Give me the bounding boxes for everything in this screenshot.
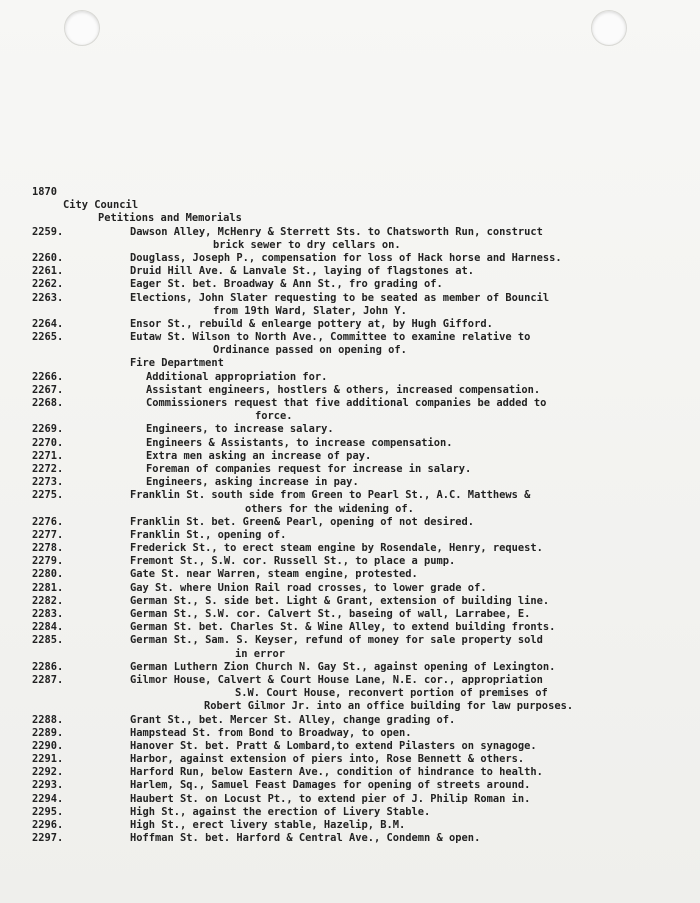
entry-number: 2266. (32, 370, 64, 383)
entry-text: Dawson Alley, McHenry & Sterrett Sts. to Chatsworth Run, construct (130, 225, 543, 238)
entry-text: Ensor St., rebuild & enlearge pottery at, by Hugh Gifford. (130, 317, 493, 330)
entry-text: Assistant engineers, hostlers & others, increased compensation. (146, 383, 541, 396)
entry-text: Fremont St., S.W. cor. Russell St., to place a pump. (130, 555, 456, 568)
list-item (32, 331, 698, 344)
entry-list-fire (32, 371, 698, 490)
entry-text: Engineers & Assistants, to increase compensation. (146, 436, 453, 449)
list-item (32, 371, 698, 384)
entry-text: Gate St. near Warren, steam engine, protested. (130, 568, 418, 581)
entry-number: 2265. (32, 331, 64, 344)
entry-text: Harlem, Sq., Samuel Feast Damages for opening of streets around. (130, 779, 531, 792)
list-item (32, 450, 698, 463)
entry-text: Engineers, asking increase in pay. (146, 476, 359, 489)
subsection-heading: Fire Department (130, 357, 224, 370)
entry-text: Druid Hill Ave. & Lanvale St., laying of flagstones at. (130, 265, 475, 278)
list-item (32, 265, 698, 278)
entry-continuation: others for the widening of. (245, 502, 414, 515)
entry-number: 2276. (32, 515, 64, 528)
entry-continuation: brick sewer to dry cellars on. (213, 238, 401, 251)
entry-number: 2275. (32, 489, 64, 502)
entry-number: 2271. (32, 449, 64, 462)
list-item (32, 568, 698, 581)
entry-text: Engineers, to increase salary. (146, 423, 334, 436)
punch-hole (591, 10, 627, 46)
entry-text: German St., Sam. S. Keyser, refund of money for sale property sold (130, 634, 543, 647)
entry-text: Foreman of companies request for increase in salary. (146, 462, 472, 475)
entry-number: 2289. (32, 726, 64, 739)
entry-list (32, 226, 698, 358)
entry-text: Franklin St., opening of. (130, 528, 287, 541)
entry-number: 2282. (32, 594, 64, 607)
entry-number: 2278. (32, 542, 64, 555)
list-item (32, 476, 698, 489)
list-item (32, 437, 698, 450)
entry-text: German Luthern Zion Church N. Gay St., against opening of Lexington. (130, 660, 556, 673)
entry-number: 2287. (32, 673, 64, 686)
entry-text: High St., erect livery stable, Hazelip, B.M. (130, 819, 406, 831)
entry-text: Harbor, against extension of piers into, Rose Bennett & others. (130, 753, 525, 766)
list-item (32, 793, 698, 806)
entry-text: German St., S. side bet. Light & Grant, extension of building line. (130, 594, 550, 607)
list-item (32, 318, 698, 331)
entry-text: Harford Run, below Eastern Ave., condition of hindrance to health. (130, 766, 543, 779)
list-item (32, 292, 698, 305)
entry-text: Haubert St. on Locust Pt., to extend pier of J. Philip Roman in. (130, 792, 531, 805)
list-item (32, 516, 698, 529)
entry-text: Hampstead St. from Bond to Broadway, to open. (130, 726, 412, 739)
entry-number: 2272. (32, 462, 64, 475)
entry-text: Extra men asking an increase of pay. (146, 449, 372, 462)
entry-continuation: S.W. Court House, reconvert portion of premises of (235, 687, 548, 700)
entry-text: German St. bet. Charles St. & Wine Alley, to extend building fronts. (130, 621, 556, 634)
list-item (32, 278, 698, 291)
entry-list (32, 489, 698, 845)
entry-number: 2297. (32, 832, 64, 845)
entry-text: Franklin St. south side from Green to Pearl St., A.C. Matthews & (130, 489, 531, 502)
list-item (32, 608, 698, 621)
entry-text: Franklin St. bet. Green& Pearl, opening of not desired. (130, 515, 475, 528)
list-item (32, 555, 698, 568)
list-item (32, 674, 698, 687)
list-item (32, 779, 698, 792)
entry-continuation: Robert Gilmor Jr. into an office building for law purposes. (204, 700, 574, 713)
list-item (32, 226, 698, 239)
entry-text: High St., against the erection of Livery Stable. (130, 805, 431, 818)
entry-text: Eutaw St. Wilson to North Ave., Committee to examine relative to (130, 331, 531, 344)
list-item (32, 727, 698, 740)
entry-text: Douglass, Joseph P., compensation for loss of Hack horse and Harness. (130, 251, 562, 264)
entry-number: 2270. (32, 436, 64, 449)
list-item (32, 634, 698, 647)
entry-text: Additional appropriation for. (146, 370, 328, 383)
entry-number: 2261. (32, 265, 64, 278)
list-item (32, 714, 698, 727)
entry-text: Hanover St. bet. Pratt & Lombard,to extend Pilasters on synagoge. (130, 739, 537, 752)
list-item (32, 595, 698, 608)
entry-text: Gay St. where Union Rail road crosses, to lower grade of. (130, 581, 487, 594)
entry-number: 2281. (32, 581, 64, 594)
punch-hole (64, 10, 100, 46)
entry-continuation: Ordinance passed on opening of. (213, 344, 407, 357)
document-body (32, 186, 698, 845)
list-item (32, 542, 698, 555)
list-item (32, 252, 698, 265)
body-heading: City Council (63, 199, 139, 212)
list-item (32, 832, 698, 845)
list-item (32, 384, 698, 397)
entry-number: 2284. (32, 621, 64, 634)
entry-number: 2296. (32, 819, 64, 831)
entry-text: German St., S.W. cor. Calvert St., baseing of wall, Larrabee, E. (130, 608, 531, 620)
entry-text: Grant St., bet. Mercer St. Alley, change grading of. (130, 713, 456, 726)
list-item (32, 661, 698, 674)
entry-number: 2273. (32, 476, 64, 489)
list-item (32, 806, 698, 819)
list-item (32, 397, 698, 410)
entry-text: Hoffman St. bet. Harford & Central Ave., Condemn & open. (130, 832, 481, 845)
entry-number: 2286. (32, 660, 64, 673)
entry-number: 2267. (32, 383, 64, 396)
entry-number: 2279. (32, 555, 64, 568)
entry-continuation: force. (255, 410, 293, 423)
entry-continuation: from 19th Ward, Slater, John Y. (213, 304, 407, 317)
section-heading: Petitions and Memorials (98, 212, 242, 225)
entry-number: 2283. (32, 608, 64, 620)
entry-number: 2262. (32, 278, 64, 291)
list-item (32, 489, 698, 502)
list-item (32, 621, 698, 634)
list-item (32, 529, 698, 542)
entry-number: 2293. (32, 779, 64, 792)
entry-number: 2268. (32, 397, 64, 409)
entry-number: 2294. (32, 792, 64, 805)
entry-number: 2260. (32, 251, 64, 264)
entry-number: 2259. (32, 225, 64, 238)
entry-text: Gilmor House, Calvert & Court House Lane, N.E. cor., appropriation (130, 673, 543, 686)
entry-text: Elections, John Slater requesting to be seated as member of Bouncil (130, 291, 550, 304)
list-item (32, 753, 698, 766)
entry-number: 2263. (32, 291, 64, 304)
list-item (32, 582, 698, 595)
entry-number: 2292. (32, 766, 64, 779)
entry-text: Frederick St., to erect steam engine by Rosendale, Henry, request. (130, 542, 543, 555)
list-item (32, 423, 698, 436)
entry-number: 2277. (32, 528, 64, 541)
entry-number: 2285. (32, 634, 64, 647)
year-heading: 1870 (32, 186, 58, 198)
list-item (32, 740, 698, 753)
entry-text: Commissioners request that five additional companies be added to (146, 397, 547, 409)
list-item (32, 766, 698, 779)
entry-number: 2291. (32, 753, 64, 766)
entry-text: Eager St. bet. Broadway & Ann St., fro grading of. (130, 278, 443, 291)
entry-number: 2288. (32, 713, 64, 726)
entry-number: 2290. (32, 739, 64, 752)
list-item (32, 819, 698, 832)
entry-number: 2264. (32, 317, 64, 330)
entry-number: 2295. (32, 805, 64, 818)
entry-continuation: in error (235, 647, 286, 660)
entry-number: 2280. (32, 568, 64, 581)
entry-number: 2269. (32, 423, 64, 436)
list-item (32, 463, 698, 476)
